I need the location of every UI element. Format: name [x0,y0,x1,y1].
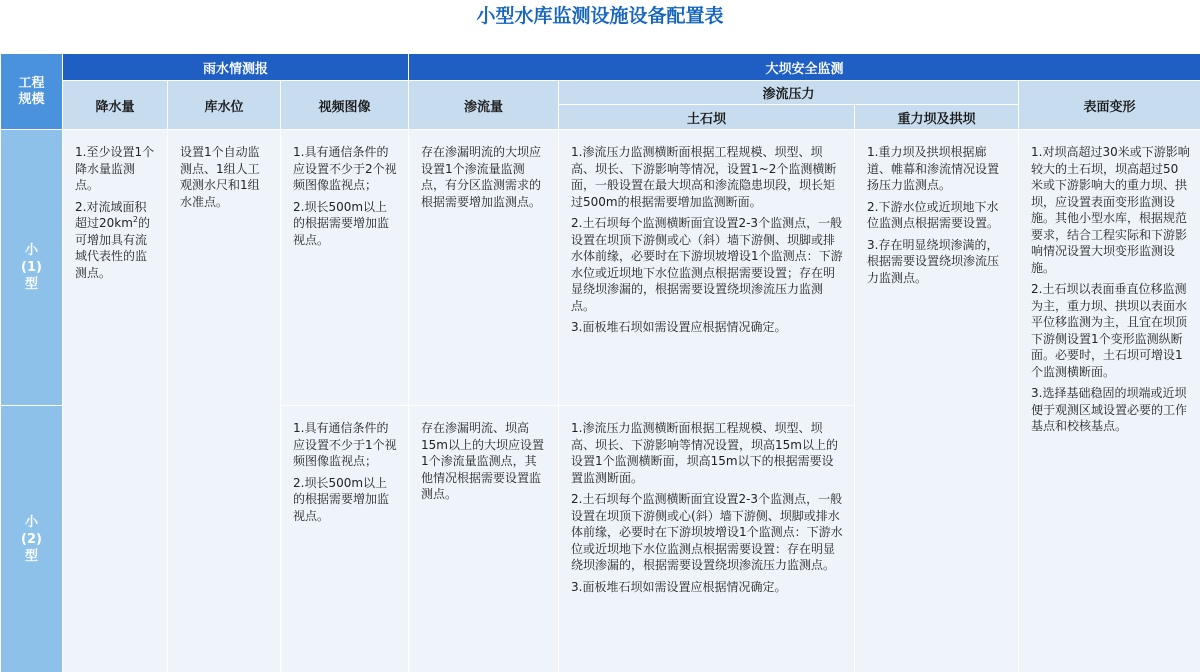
video-small2-item-1: 1.具有通信条件的应设置不少于1个视频图像监视点； [293,421,397,468]
cell-rainfall [63,130,168,672]
surface-item-2: 2.土石坝以表面垂直位移监测为主，重力坝、拱坝以表面水平位移监测为主，且宜在坝顶下游侧设置1个变形监测纵断面。必要时，土石坝可增设1个监测横断面。 [1031,282,1188,379]
surface-item-3: 3.选择基础稳固的坝端或近坝便于观测区域设置必要的工作基点和校核基点。 [1031,386,1188,433]
cell-video-small2 [281,406,409,672]
earth-small2-item-2: 2.土石坝每个监测横断面宜设置2-3个监测点，一般设置在坝顶下游侧或心(斜）墙下游侧、坝脚或排水体前缘，必要时在下游坝坡增设1个监测点：下游水位或近坝地下水位监测点根据需要设置：存在明显绕坝渗漏的，根据需要设置绕坝渗流压力监测点。 [571,492,843,572]
earth-small1-item-3: 3.面板堆石坝如需设置应根据情况确定。 [571,320,787,334]
header-seepage-pressure: 渗流压力 [559,81,1019,105]
cell-earth-rock-small1 [559,130,855,406]
gravity-item-1: 1.重力坝及拱坝根据廊道、帷幕和渗流情况设置扬压力监测点。 [867,145,1000,192]
header-rainfall: 降水量 [63,81,168,130]
gravity-item-2: 2.下游水位或近坝地下水位监测点根据需要设置。 [867,199,1000,230]
earth-small1-item-2: 2.土石坝每个监测横断面宜设置2-3个监测点，一般设置在坝顶下游侧或心（斜）墙下游侧、坝脚或排水体前缘，必要时在下游坝坡增设1个监测点：下游水位或近坝地下水位监测点根据需要设置；存在明显绕坝渗漏的，根据需要设置绕坝渗流压力监测点。 [571,216,843,313]
cell-earth-rock-small2 [559,406,855,672]
video-small1-item-1: 1.具有通信条件的应设置不少于2个视频图像监视点； [293,145,397,192]
header-reservoir-level: 库水位 [168,81,281,130]
rainfall-item-1: 1.至少设置1个降水量监测点。 [75,145,155,192]
page-title: 小型水库监测设施设备配置表 [476,5,724,27]
seepage-small1-item-1: 存在渗漏明流的大坝应设置1个渗流量监测点，有分区监测需求的根据需要增加监测点。 [421,145,542,209]
header-video: 视频图像 [281,81,409,130]
cell-surface-deform [1019,130,1200,672]
earth-small2-item-1: 1.渗流压力监测横断面根据工程规模、坝型、坝高、坝长、下游影响等情况设置，坝高15m以上的设置1个监测横断面，坝高15m以下的根据需要设置监测断面。 [571,421,838,485]
surface-item-1: 1.对坝高超过30米或下游影响较大的土石坝，坝高超过50米或下游影响大的重力坝、拱坝，应设置表面变形监测设施。其他小型水库，根据规范要求，结合工程实际和下游影响情况设置大坝变形监测设施。 [1031,145,1190,275]
header-surface-deform: 表面变形 [1019,81,1200,130]
cell-video-small1 [281,130,409,406]
header-gravity-arch-dam: 重力坝及拱坝 [855,105,1019,130]
cell-seepage-small1 [409,130,559,406]
video-small2-item-2: 2.坝长500m以上的根据需要增加监视点。 [293,475,390,523]
row-label-small2: 小(2)型 [1,406,63,672]
header-earth-rock-dam: 土石坝 [559,105,855,130]
gravity-item-3: 3.存在明显绕坝渗满的，根据需要设置绕坝渗流压力监测点。 [867,237,1000,285]
video-small1-item-2: 2.坝长500m以上的根据需要增加监视点。 [293,199,390,247]
config-table [0,53,1200,672]
header-rain-group: 雨水情测报 [63,54,409,81]
header-seepage-flow: 渗流量 [409,81,559,130]
seepage-small2-item-1: 存在渗漏明流、坝高15m以上的大坝应设置1个渗流量监测点，其他情况根据需要设置监测点。 [421,421,544,501]
cell-reservoir-level [168,130,281,672]
cell-gravity-arch [855,130,1019,672]
earth-small2-item-3: 3.面板堆石坝如需设置应根据情况确定。 [571,579,787,594]
cell-seepage-small2 [409,406,559,672]
header-dam-group: 大坝安全监测 [409,54,1200,81]
earth-small1-item-1: 1.渗流压力监测横断面根据工程规模、坝型、坝高、坝长、下游影响等情况，设置1~2个监测横断面，一般设置在最大坝高和渗流隐患坝段，坝长矩过500m的根据需要增加监测断面。 [571,145,837,209]
row-label-small1: 小(1)型 [1,130,63,406]
header-scale: 工程规模 [1,54,63,130]
rainfall-item-2: 2.对流域面积超过$20km^2$的可增加具有流域代表性的监测点。 [75,199,151,280]
reservoir-level-item-1: 设置1个自动监测点、1组人工观测水尺和1组水准点。 [180,145,260,209]
